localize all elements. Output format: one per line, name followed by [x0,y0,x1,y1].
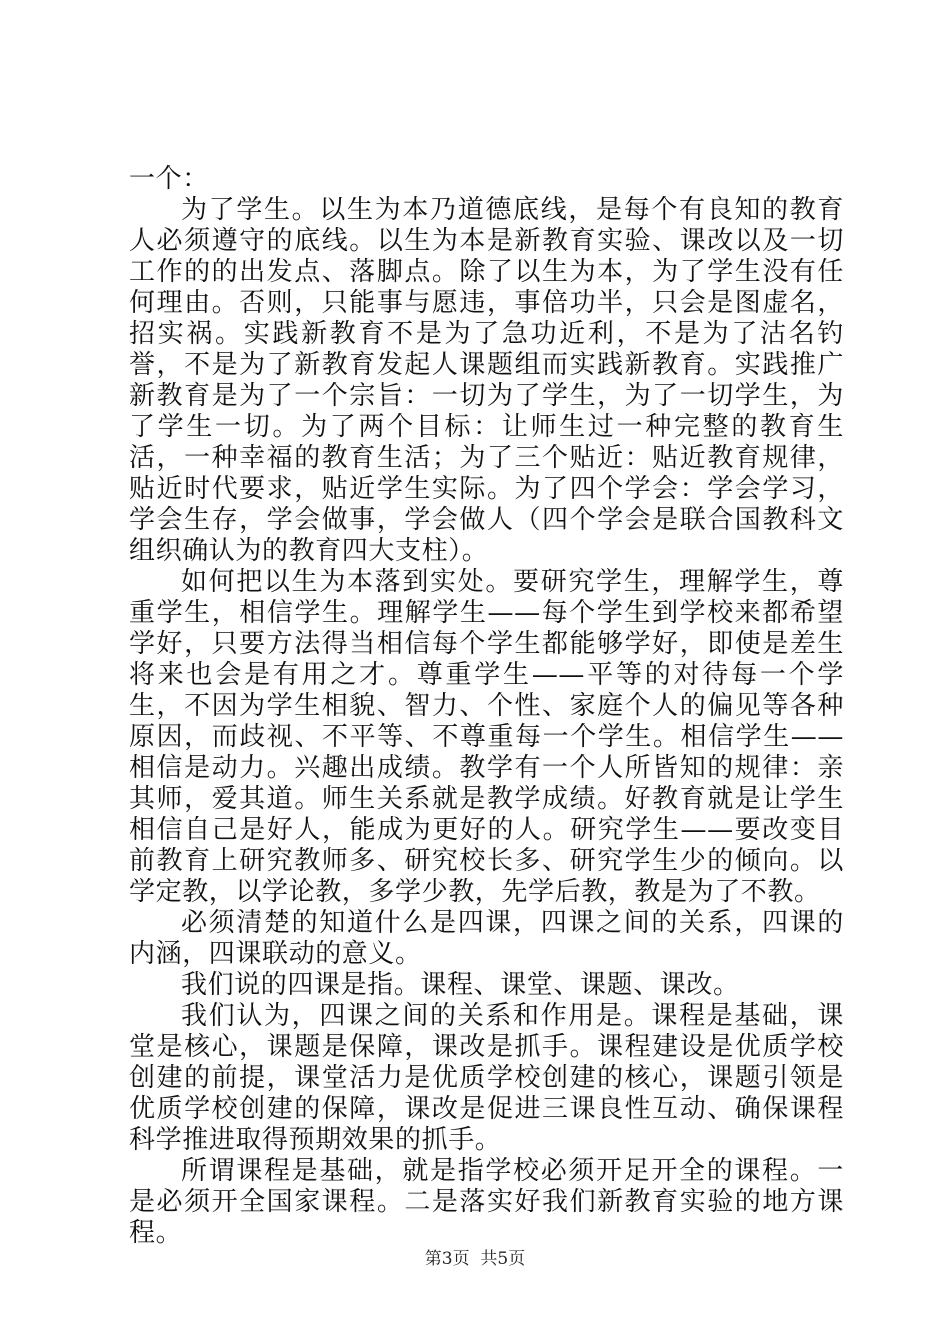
paragraph-four-courses-relationship: 我们认为，四课之间的关系和作用是。课程是基础，课堂是核心，课题是保障，课改是抓手。课程建设是优质学校创建的前提，课堂活力是优质学校创建的核心，课题引领是优质学校创建的保障，课改是促进三课良性互动、确保课程科学推进取得预期效果的抓手。 [129,1001,844,1155]
page-number-footer: 第3页 共5页 [424,1249,526,1269]
paragraph-continuation: 一个： [129,164,209,194]
paragraph-four-courses-intro: 必须清楚的知道什么是四课，四课之间的关系，四课的内涵，四课联动的意义。 [129,908,844,969]
paragraph-four-courses-definition: 我们说的四课是指。课程、课堂、课题、课改。 [181,970,740,1000]
document-body [129,164,844,1249]
paragraph-student-centered-practice: 如何把以生为本落到实处。要研究学生，理解学生，尊重学生，相信学生。理解学生——每个学生到学校来都希望学好，只要方法得当相信每个学生都能够学好，即使是差生将来也会是有用之才。尊重学生——平等的对待每一个学生，不因为学生相貌、智力、个性、家庭个人的偏见等各种原因，而歧视、不平等、不尊重每一个学生。相信学生——相信是动力。兴趣出成绩。教学有一个人所皆知的规律：亲其师，爱其道。师生关系就是教学成绩。好教育就是让学生相信自己是好人，能成为更好的人。研究学生——要改变目前教育上研究教师多、研究校长多、研究学生少的倾向。以学定教，以学论教，多学少教，先学后教，教是为了不教。 [129,567,844,907]
paragraph-curriculum-foundation: 所谓课程是基础，就是指学校必须开足开全的课程。一是必须开全国家课程。二是落实好我们新教育实验的地方课程。 [129,1156,844,1248]
paragraph-for-students: 为了学生。以生为本乃道德底线，是每个有良知的教育人必须遵守的底线。以生为本是新教育实验、课改以及一切工作的的出发点、落脚点。除了以生为本，为了学生没有任何理由。否则，只能事与愿违，事倍功半，只会是图虚名，招实祸。实践新教育不是为了急功近利，不是为了沽名钓誉，不是为了新教育发起人课题组而实践新教育。实践推广新教育是为了一个宗旨：一切为了学生，为了一切学生，为了学生一切。为了两个目标：让师生过一种完整的教育生活，一种幸福的教育生活；为了三个贴近：贴近教育规律，贴近时代要求，贴近学生实际。为了四个学会：学会学习，学会生存，学会做事，学会做人（四个学会是联合国教科文组织确认为的教育四大支柱）。 [129,195,844,566]
